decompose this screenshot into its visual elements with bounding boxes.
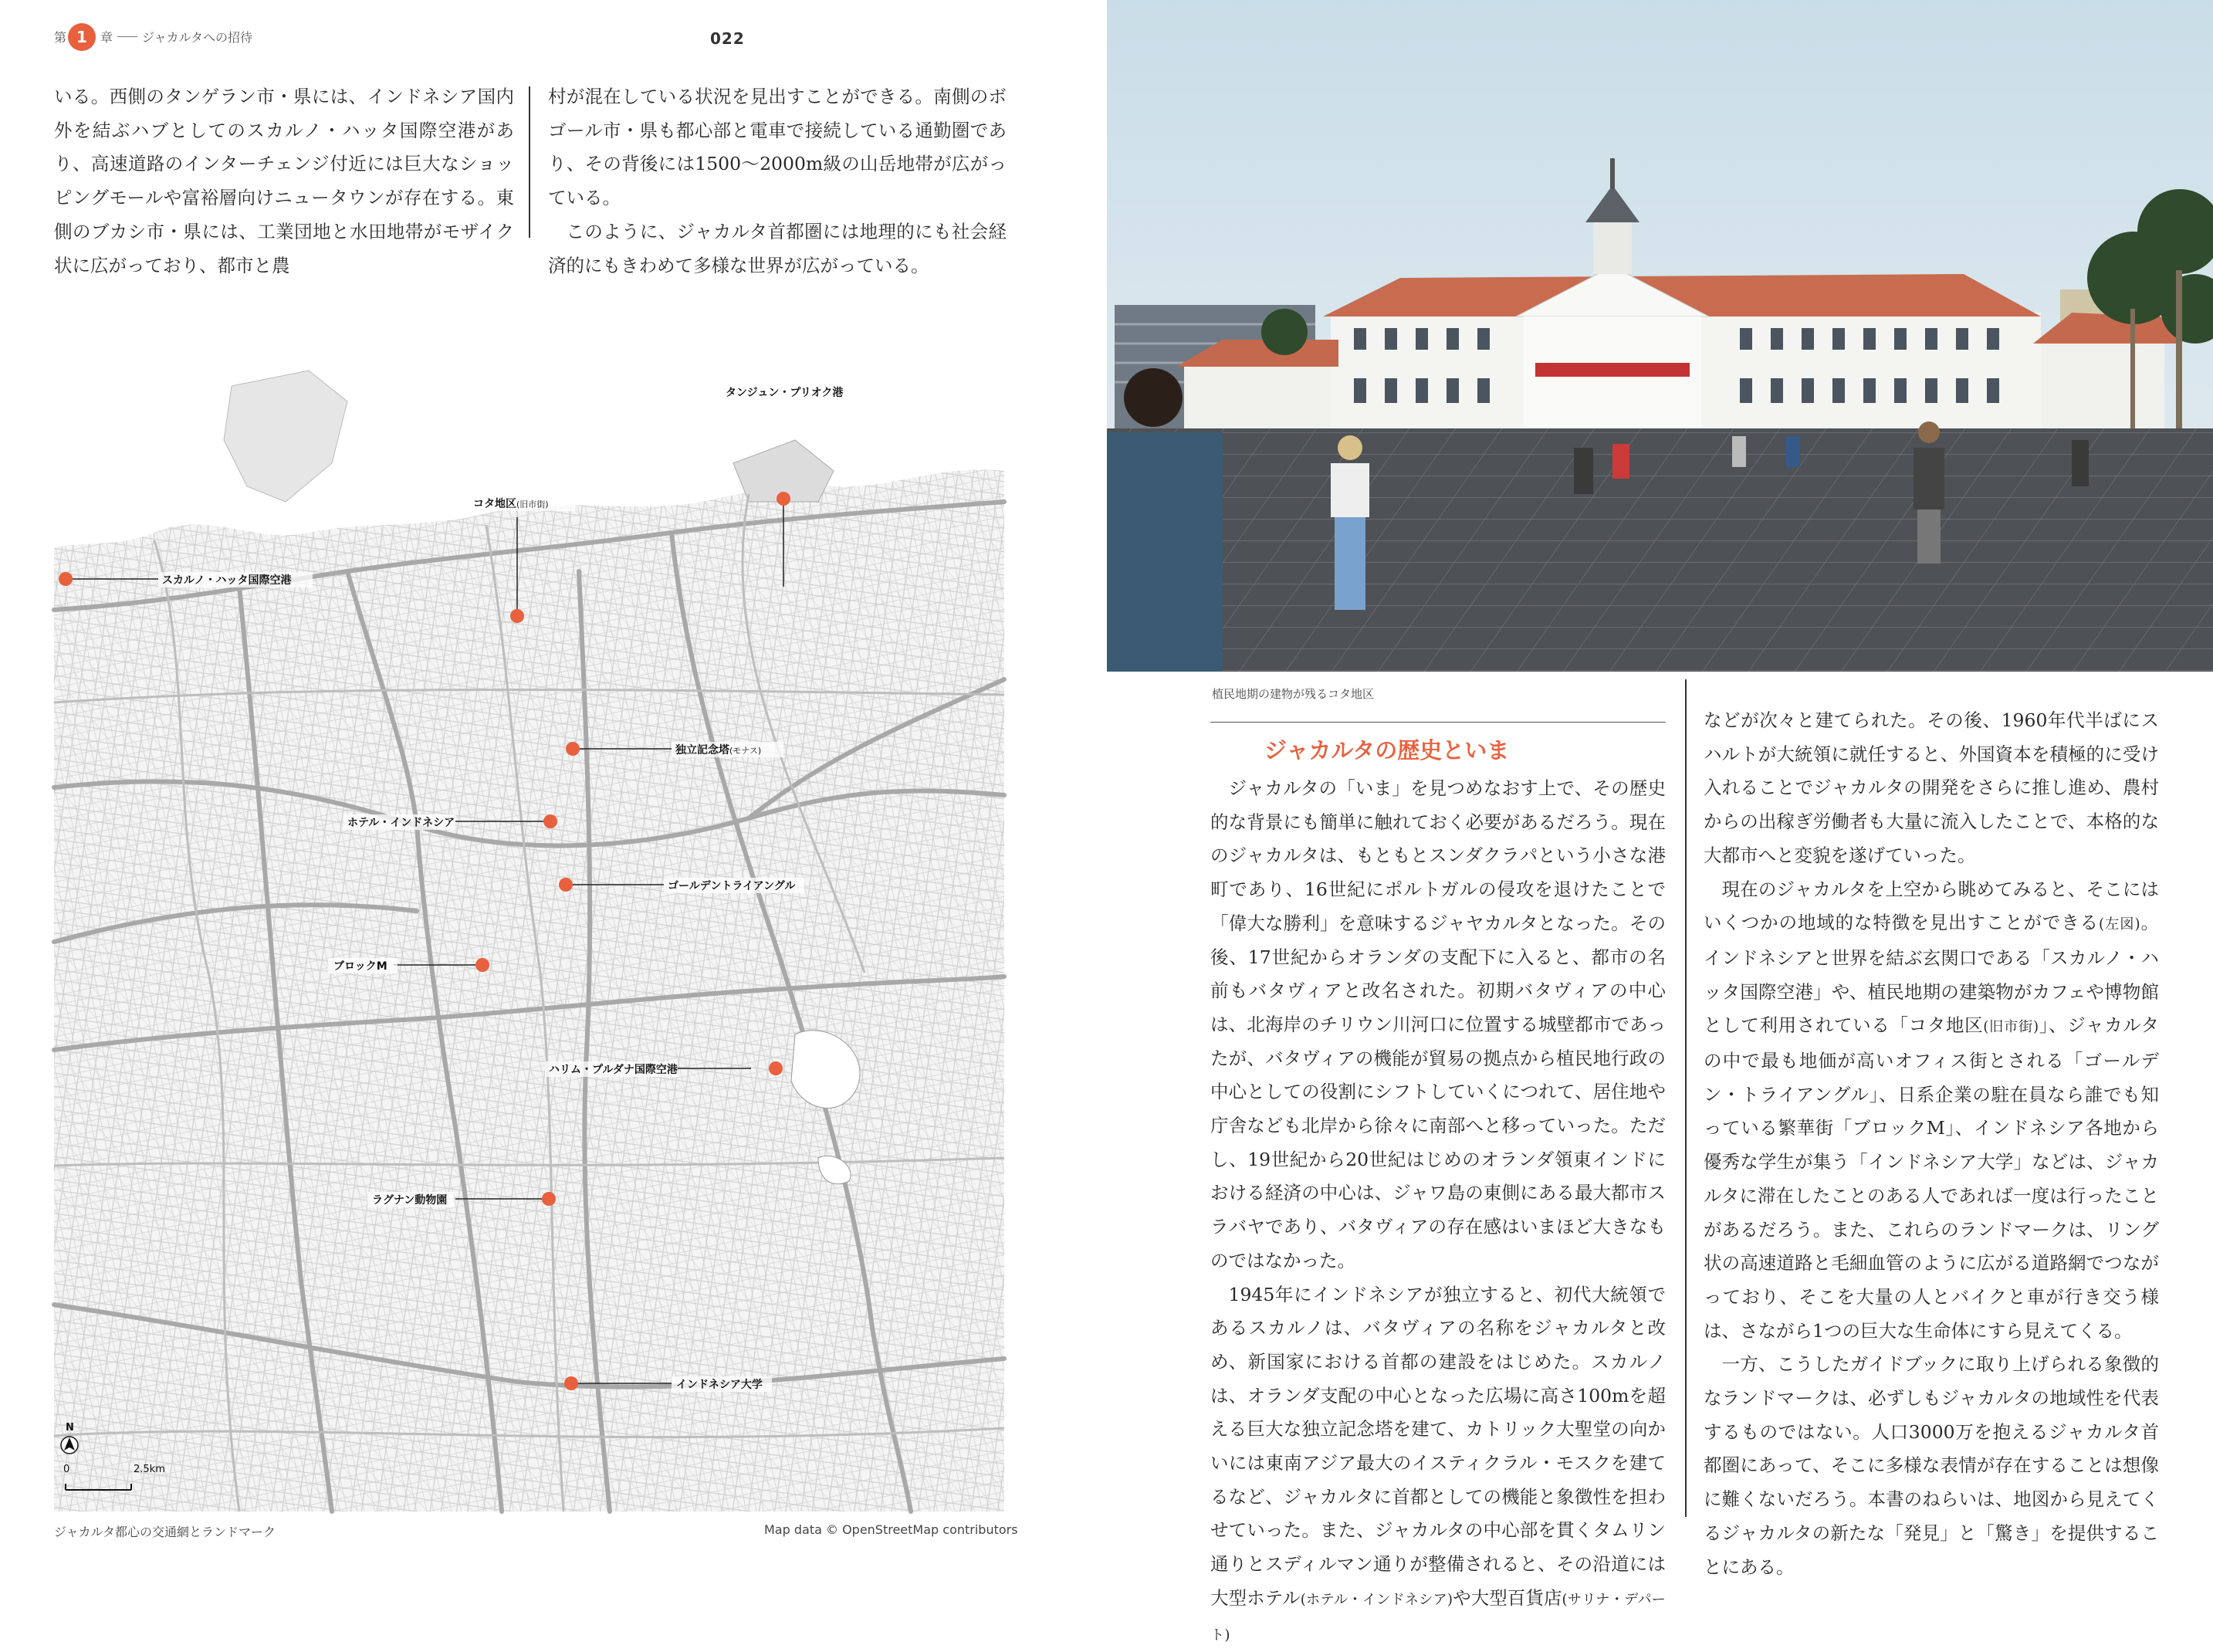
- label-monas: [675, 743, 761, 757]
- photo-caption: 植民地期の建物が残るコタ地区: [1212, 687, 1375, 701]
- left-col1-text: いる。西側のタンゲラン市・県には、インドネシア国内外を結ぶハブとしてのスカルノ・ハッタ国際空港があり、高速道路のインターチェンジ付近には巨大なショッピングモールや富裕層向けニュータウンが存在する。東側のブカシ市・県には、工業団地と水田地帯がモザイク状に広がっており、都市と農: [54, 86, 514, 276]
- chapter-title: ジャカルタへの招待: [142, 30, 253, 45]
- article-para-3-mid: 。インドネシアと世界を結ぶ玄関口である「スカルノ・ハッタ国際空港」や、植民地期の建築物がカフェや博物館として利用されている「コタ地区: [1704, 912, 2160, 1037]
- article-para-3-pre: 現在のジャカルタを上空から眺めてみると、そこにはいくつかの地域的な特徴を見出すことができる: [1704, 878, 2159, 934]
- label-golden-triangle: ゴールデントライアングル: [668, 880, 796, 892]
- article-para-2: [1210, 1278, 1666, 1652]
- marker-hotel-indonesia[interactable]: [543, 814, 557, 828]
- article-column-2: [1704, 704, 2160, 1578]
- jakarta-road-map: [54, 355, 1004, 1512]
- photo-illustration: [1107, 0, 2213, 672]
- column-divider-right: [1685, 679, 1687, 1517]
- marker-monas[interactable]: [566, 742, 580, 756]
- article-para-2-post: などが次々と建てられた。その後、1960年代半ばにスハルトが大統領に就任すると、外国資本を積極的に受け入れることでジャカルタの開発をさらに推し進め、農村からの出稼ぎ労働者も大量に流入したことで、本格的な大都市へと変貌を遂げていった。: [1704, 709, 2159, 866]
- north-label: N: [66, 1422, 74, 1434]
- left-page-number: 022: [710, 29, 745, 48]
- label-monas-main: 独立記念塔: [675, 744, 729, 757]
- marker-kota[interactable]: [510, 609, 524, 623]
- left-col2-para2: このように、ジャカルタ首都圏には地理的にも社会経済的にもきわめて多様な世界が広がっている。: [548, 220, 1007, 276]
- label-blok-m: ブロックM: [333, 960, 387, 973]
- kota-photo: [1107, 0, 2213, 672]
- label-university-indonesia: インドネシア大学: [676, 1379, 763, 1391]
- chapter-mark: 第: [54, 30, 67, 45]
- marker-soekarno-hatta-airport[interactable]: [59, 572, 73, 586]
- article-para-3: [1704, 873, 2159, 1349]
- label-halim-airport: ハリム・プルダナ国際空港: [549, 1064, 678, 1076]
- label-ragunan-zoo: ラグナン動物園: [372, 1194, 448, 1207]
- label-soekarno-hatta: スカルノ・ハッタ国際空港: [162, 574, 292, 587]
- column-divider-left: [529, 86, 530, 238]
- marker-tanjung-priok[interactable]: [777, 492, 790, 506]
- marker-blok-m[interactable]: [475, 958, 489, 972]
- header-rule: [117, 36, 137, 37]
- article-para-1: ジャカルタの「いま」を見つめなおす上で、その歴史的な背景にも簡単に触れておく必要があるだろう。現在のジャカルタは、もともとスンダクラパという小さな港町であり、16世紀にポルトガルの侵攻を退けたことで「偉大な勝利」を意味するジャヤカルタとなった。その後、17世紀からオランダの支配下に入ると、都市の名前もバタヴィアと改名された。初期バタヴィアの中心は、北海岸のチリウン川河口に位置する城壁都市であったが、バタヴィアの機能が貿易の拠点から植民地行政の中心としての役割にシフトしていくにつれて、居住地や庁舎なども北岸から徐々に南部へと移っていった。ただし、19世紀から20世紀はじめのオランダ領東インドにおける経済の中心は、ジャワ島の東側にある最大都市スラバヤであり、バタヴィアの存在感はいまほど大きなものではなかった。: [1210, 777, 1666, 1271]
- left-column-2: [548, 80, 1007, 283]
- label-tanjung-priok: タンジュン・プリオク港: [726, 387, 844, 399]
- article-para-3-note-map: (左図): [2099, 916, 2140, 933]
- article-para-3-post: 」、ジャカルタの中で最も地価が高いオフィス街とされる「ゴールデン・トライアングル」、日系企業の駐在員なら誰でも知っている繁華街「ブロックM」、インドネシア各地から優秀な学生が集う「インドネシア大学」などは、ジャカルタに滞在したことのある人であれば一度は行ったことがあるだろう。また、これらのランドマークは、リング状の高速道路と毛細血管のように広がる道路網でつながっており、そこを大量の人とバイクと車が行き交う様は、さながら1つの巨大な生命体にすら見えてくる。: [1704, 1014, 2160, 1342]
- chapter-number-badge: 1: [68, 23, 96, 51]
- map-caption: ジャカルタ都心の交通網とランドマーク: [54, 1525, 276, 1539]
- label-kota: [473, 497, 549, 510]
- article-flow-1: [1210, 772, 1666, 1652]
- chapter-suffix: 章: [100, 30, 113, 45]
- left-column-1: [54, 80, 514, 283]
- label-kota-main: コタ地区: [473, 498, 516, 510]
- marker-halim-airport[interactable]: [769, 1061, 783, 1075]
- map-svg: [54, 355, 1004, 1512]
- map-credit: Map data © OpenStreetMap contributors: [764, 1522, 1018, 1537]
- article-para-2-mid: や大型百貨店: [1453, 1586, 1562, 1609]
- section-rule: [1210, 722, 1666, 723]
- article-para-2-note-hotel: (ホテル・インドネシア): [1300, 1591, 1453, 1608]
- article-para-2-note-sarinah: (サリナ・デパート): [1210, 1591, 1667, 1644]
- left-col2-para1: 村が混在している状況を見出すことができる。南側のボゴール市・県も都心部と電車で接続している通勤圏であり、その背後には1500〜2000m級の山岳地帯が広がっている。: [548, 86, 1007, 209]
- section-title: ジャカルタの歴史といま: [1264, 737, 1510, 763]
- article-column-1: [1210, 772, 1667, 1644]
- article-para-4: 一方、こうしたガイドブックに取り上げられる象徴的なランドマークは、必ずしもジャカルタの地域性を代表するものではない。人口3000万を抱えるジャカルタ首都圏にあって、そこに多様な表情が存在することは想像に難くないだろう。本書のねらいは、地図から見えてくるジャカルタの新たな「発見」と「驚き」を提供することにある。: [1704, 1353, 2159, 1578]
- label-hotel-indonesia: ホテル・インドネシア: [347, 817, 455, 829]
- label-monas-sub: (モナス): [729, 746, 762, 756]
- article-para-3-note-oldtown: (旧市街): [1983, 1019, 2039, 1036]
- marker-golden-triangle[interactable]: [559, 878, 573, 892]
- scale-label: 2.5km: [134, 1464, 165, 1475]
- label-kota-sub: (旧市街): [516, 499, 549, 509]
- article-para-2-pre: 1945年にインドネシアが独立すると、初代大統領であるスカルノは、バタヴィアの名称をジャカルタと改め、新国家における首都の建設をはじめた。スカルノは、オランダ支配の中心となった広場に高さ100mを超える巨大な独立記念塔を建て、カトリック大聖堂の向かいには東南アジア最大のイスティクラル・モスクを建てるなど、ジャカルタに首都としての機能と象徴性を担わせていった。また、ジャカルタの中心部を貫くタムリン通りとスディルマン通りが整備されると、その沿道には大型ホテル: [1210, 1283, 1666, 1609]
- scale-zero: 0: [63, 1464, 70, 1475]
- marker-university-indonesia[interactable]: [564, 1376, 578, 1390]
- marker-ragunan-zoo[interactable]: [542, 1192, 556, 1206]
